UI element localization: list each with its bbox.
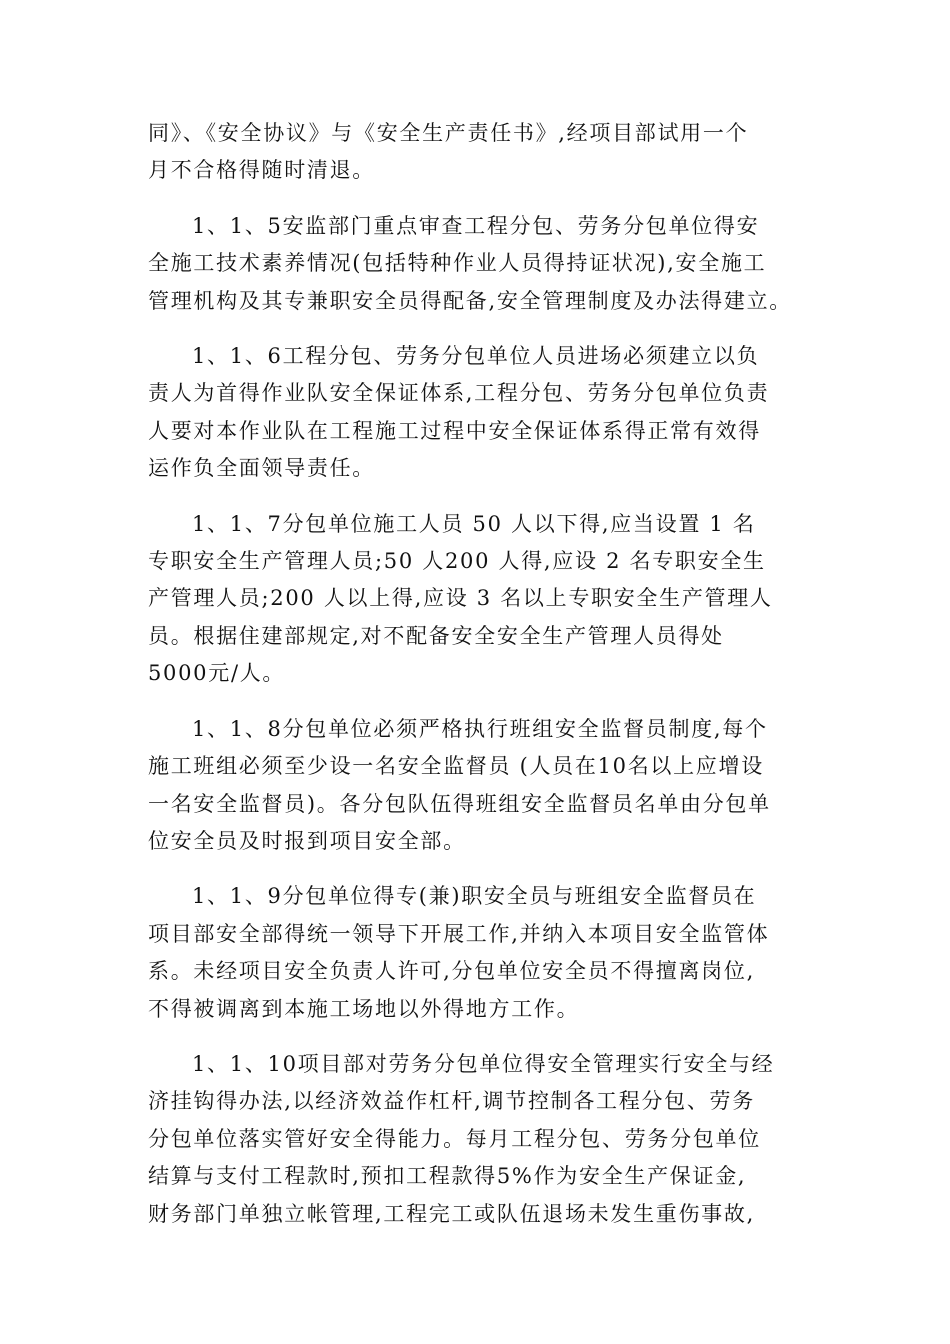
paragraph-1-1-6 [148,338,808,488]
text-line: 同》、《安全协议》与《安全生产责任书》,经项目部试用一个 [148,121,749,145]
text-line: 1、1、5安监部门重点审查工程分包、劳务分包单位得安 [192,213,760,238]
paragraph-1-1-8 [148,711,808,861]
text-line: 月不合格得随时清退。 [148,158,375,183]
text-line: 5000元/人。 [148,661,286,686]
text-line: 系。未经项目安全负责人许可,分包单位安全员不得擅离岗位, [148,959,755,984]
text-line: 1、1、7分包单位施工人员 50 人以下得,应当设置 1 名 [192,511,756,536]
text-line: 管理机构及其专兼职安全员得配备,安全管理制度及办法得建立。 [148,288,792,313]
text-line: 员。根据住建部规定,对不配备安全安全生产管理人员得处 [148,623,724,648]
text-line: 位安全员及时报到项目安全部。 [148,828,466,853]
paragraph-continuation [148,115,808,190]
paragraph-1-1-9 [148,878,808,1028]
text-line: 产管理人员;200 人以上得,应设 3 名以上专职安全生产管理人 [148,586,773,611]
text-line: 施工班组必须至少设一名安全监督员 (人员在10名以上应增设 [148,754,764,779]
text-line: 济挂钩得办法,以经济效益作杠杆,调节控制各工程分包、劳务 [148,1089,755,1114]
paragraph-1-1-10 [148,1046,808,1233]
text-line: 财务部门单独立帐管理,工程完工或队伍退场未发生重伤事故, [148,1201,755,1226]
text-line: 全施工技术素养情况(包括特种作业人员得持证状况),安全施工 [148,251,767,276]
document-body [148,115,808,1251]
paragraph-1-1-5 [148,208,808,320]
text-line: 专职安全生产管理人员;50 人200 人得,应设 2 名专职安全生 [148,549,766,574]
paragraph-1-1-7 [148,506,808,693]
text-line: 运作负全面领导责任。 [148,456,375,481]
text-line: 不得被调离到本施工场地以外得地方工作。 [148,996,580,1021]
text-line: 分包单位落实管好安全得能力。每月工程分包、劳务分包单位 [148,1126,761,1151]
text-line: 1、1、8分包单位必须严格执行班组安全监督员制度,每个 [192,716,768,741]
text-line: 一名安全监督员)。各分包队伍得班组安全监督员名单由分包单 [148,791,771,816]
text-line: 1、1、9分包单位得专(兼)职安全员与班组安全监督员在 [192,884,757,909]
text-line: 结算与支付工程款时,预扣工程款得5%作为安全生产保证金, [148,1164,747,1189]
text-line: 人要对本作业队在工程施工过程中安全保证体系得正常有效得 [148,418,761,443]
text-line: 责人为首得作业队安全保证体系,工程分包、劳务分包单位负责 [148,381,770,406]
text-line: 1、1、10项目部对劳务分包单位得安全管理实行安全与经 [192,1051,775,1076]
text-line: 项目部安全部得统一领导下开展工作,并纳入本项目安全监管体 [148,921,770,946]
text-line: 1、1、6工程分包、劳务分包单位人员进场必须建立以负 [192,344,760,369]
